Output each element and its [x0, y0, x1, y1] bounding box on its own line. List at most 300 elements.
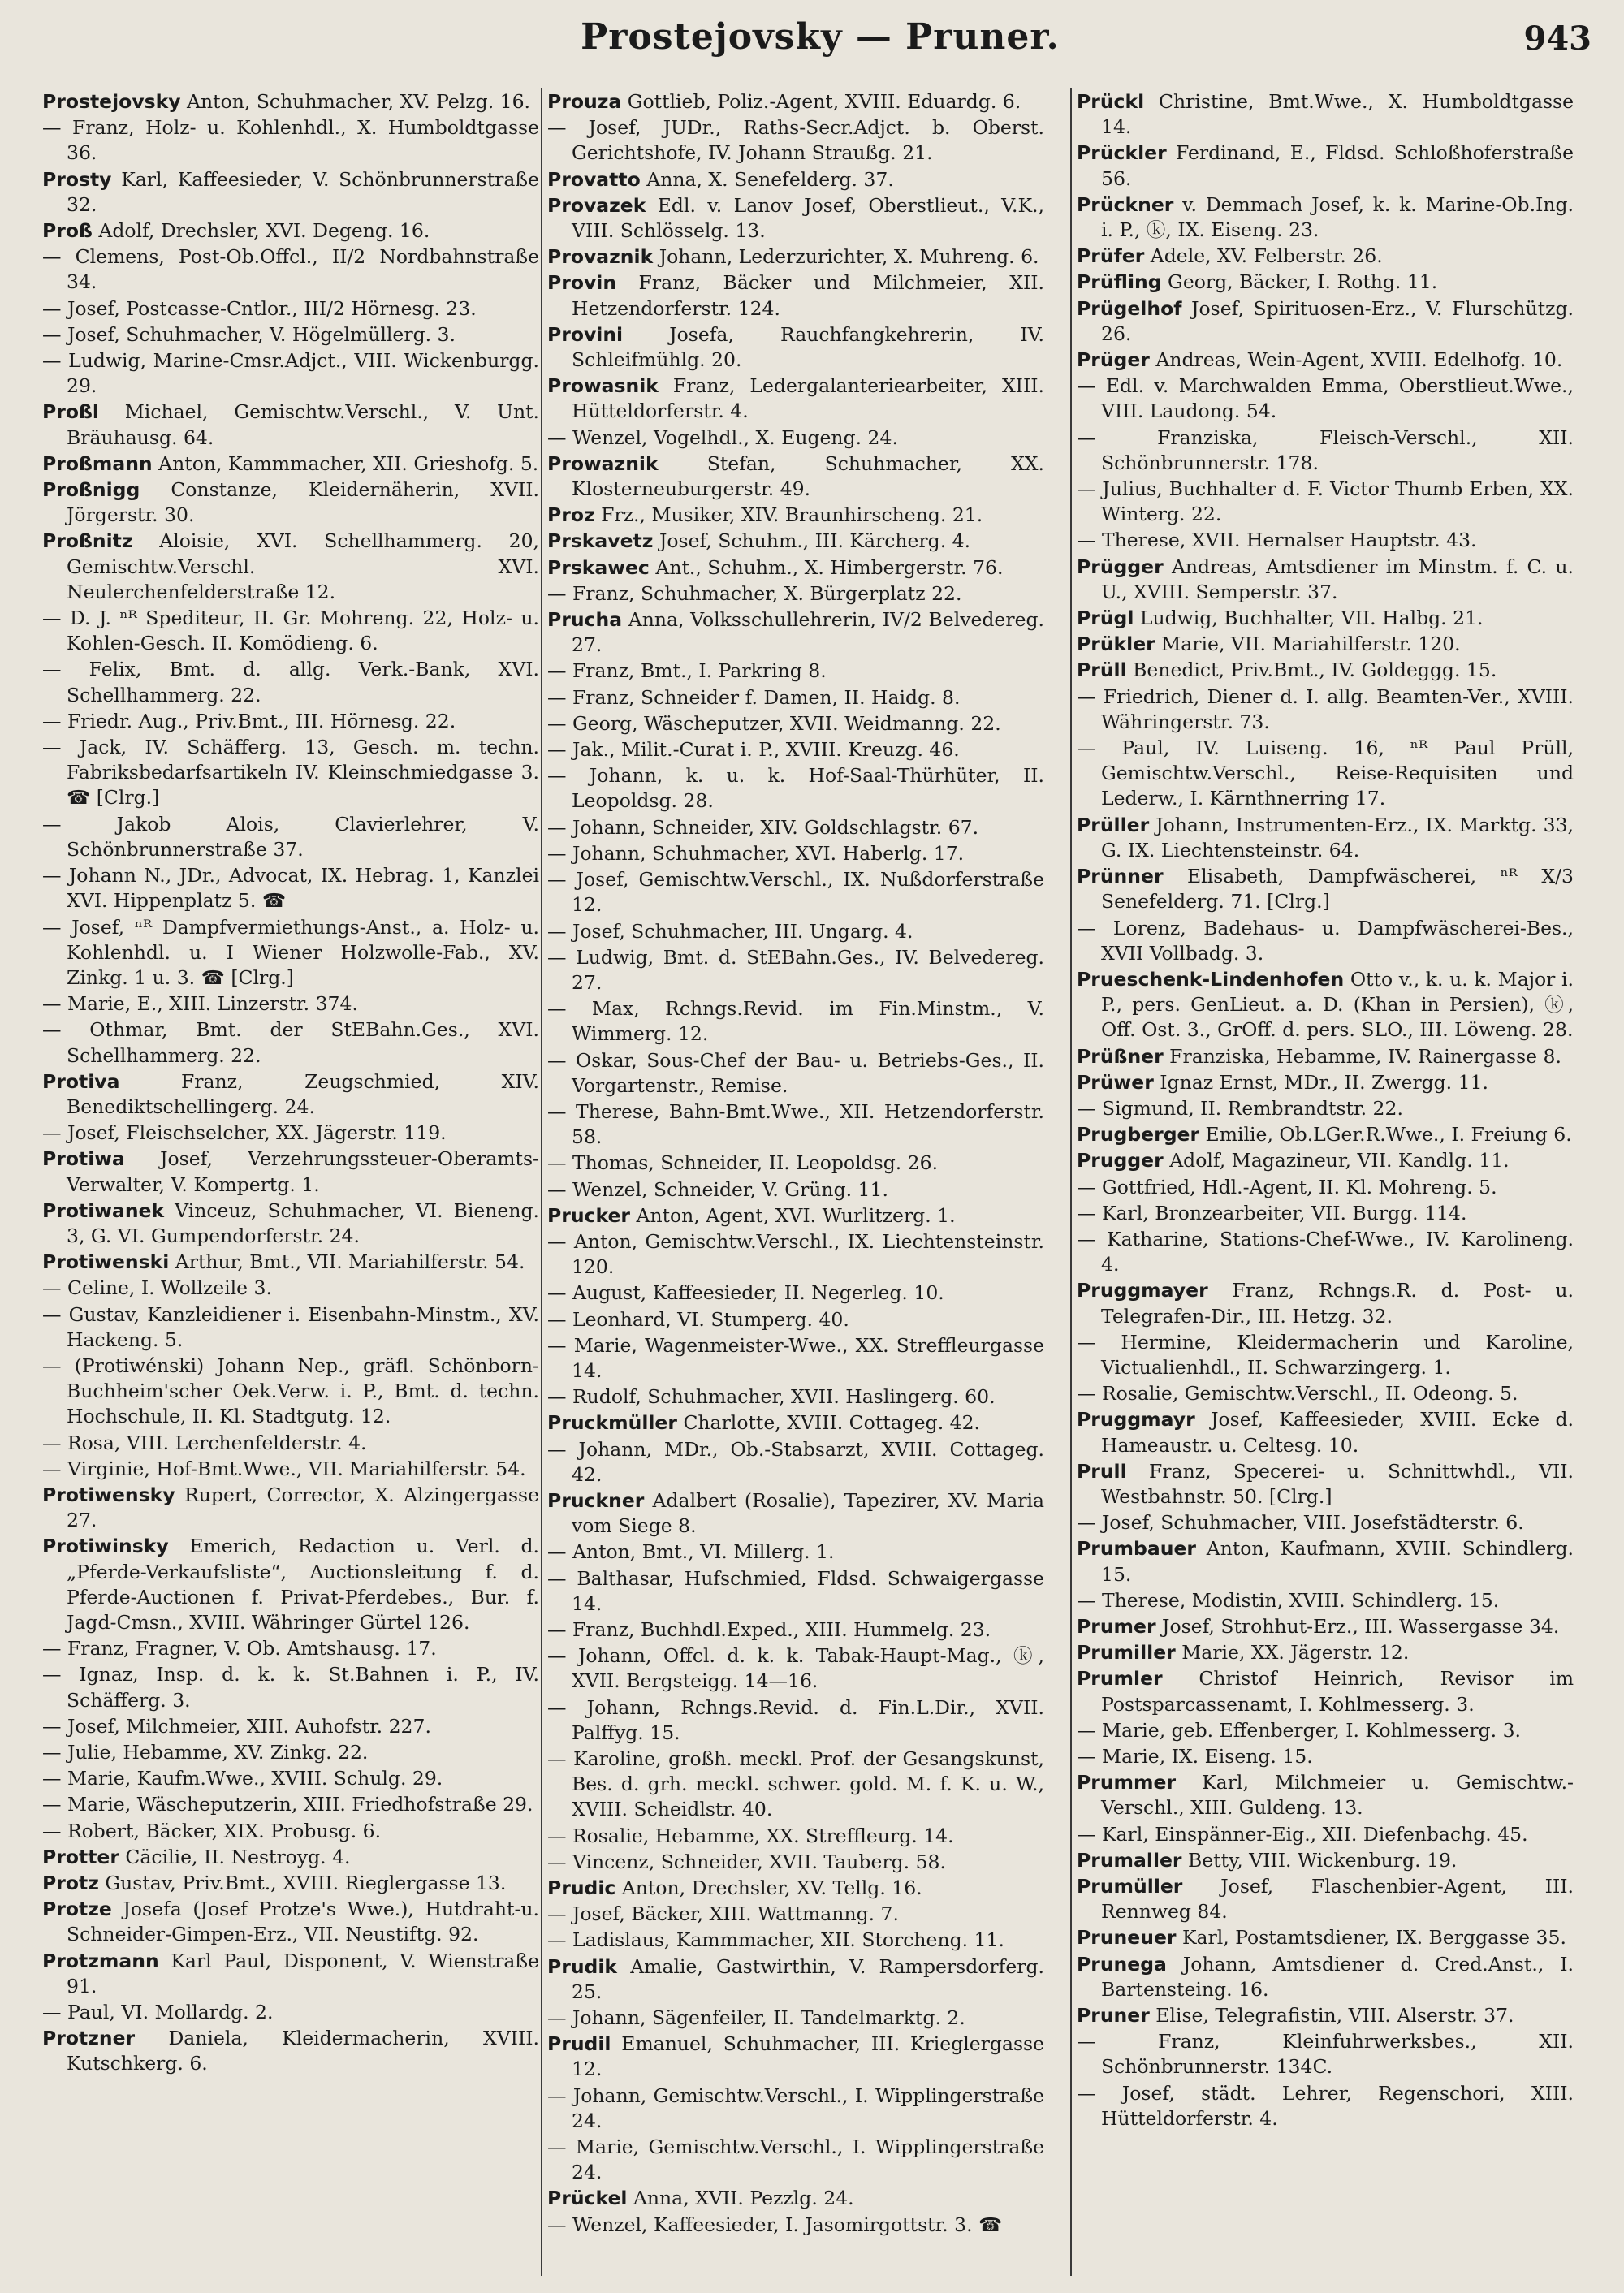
entry-surname: Pruneuer	[1077, 1926, 1177, 1950]
directory-entry	[42, 115, 539, 166]
entry-surname: Provaznik	[547, 245, 654, 269]
directory-entry	[547, 1695, 1044, 1746]
entry-details: Josef, Verzehrungssteuer-Oberamts-Verwalter, V. Kompertg. 1.	[67, 1147, 539, 1196]
entry-surname: Prüßner	[1077, 1044, 1164, 1068]
entry-details: — Franz, Schuhmacher, X. Bürgerplatz 22.	[547, 581, 962, 605]
directory-entry	[1077, 1770, 1574, 1820]
entry-surname: Prowaznik	[547, 451, 659, 475]
directory-entry	[1077, 425, 1574, 476]
entry-details: Karl, Kaffeesieder, V. Schönbrunnerstraße 32.	[67, 167, 539, 216]
entry-details: Christof Heinrich, Revisor im Postsparcassenamt, I. Kohlmesserg. 3.	[1101, 1667, 1574, 1716]
entry-details: — D. J. ⁿᴿ Spediteur, II. Gr. Mohreng. 22, Holz- u. Kohlen-Gesch. II. Komödieng. 6.	[42, 607, 539, 655]
entry-details: — Rosalie, Hebamme, XX. Streffleurg. 14.	[547, 1824, 954, 1847]
entry-details: — Franz, Schneider f. Damen, II. Haidg. 8.	[547, 685, 961, 709]
directory-entry	[1077, 296, 1574, 347]
entry-details: — Marie, Wagenmeister-Wwe., XX. Streffleurgasse 14.	[547, 1333, 1044, 1382]
directory-entry	[1077, 1952, 1574, 2002]
directory-entry	[42, 1146, 539, 1197]
directory-entry	[42, 1354, 539, 1430]
directory-entry	[547, 2186, 1044, 2211]
entry-details: Anton, Kaufmann, XVIII. Schindlerg. 15.	[1101, 1537, 1574, 1586]
entry-surname: Protzmann	[42, 1949, 159, 1972]
entry-details: — Balthasar, Hufschmied, Fldsd. Schwaigergasse 14.	[547, 1566, 1044, 1615]
directory-entry	[1077, 1874, 1574, 1924]
entry-details: — Oskar, Sous-Chef der Bau- u. Betriebs-Ges., II. Vorgartenstr., Remise.	[547, 1048, 1044, 1097]
entry-details: — Josef, Bäcker, XIII. Wattmanng. 7.	[547, 1902, 899, 1926]
entry-details: — Karl, Bronzearbeiter, VII. Burgg. 114.	[1077, 1201, 1467, 1224]
column-1	[42, 89, 539, 2274]
entry-details: Ferdinand, E., Fldsd. Schloßhoferstraße 56.	[1101, 141, 1574, 190]
directory-entry	[547, 555, 1044, 581]
directory-entry	[547, 737, 1044, 762]
directory-entry	[42, 399, 539, 450]
directory-entry	[547, 1203, 1044, 1229]
directory-entry	[1077, 89, 1574, 140]
directory-entry	[547, 2213, 1044, 2238]
entry-details: Anton, Agent, XVI. Wurlitzerg. 1.	[630, 1203, 956, 1227]
entry-details: — Vincenz, Schneider, XVII. Tauberg. 58.	[547, 1850, 946, 1873]
directory-entry	[42, 1792, 539, 1817]
entry-details: Christine, Bmt.Wwe., X. Humboldtgasse 14.	[1101, 90, 1574, 139]
entry-details: Adele, XV. Felberstr. 26.	[1144, 244, 1383, 268]
directory-entry	[547, 244, 1044, 270]
entry-surname: Prückl	[1077, 90, 1145, 113]
directory-entry	[547, 1747, 1044, 1823]
entry-details: Amalie, Gastwirthin, V. Rampersdorferg. 25.	[572, 1954, 1044, 2003]
entry-details: — Karoline, großh. meckl. Prof. der Gesangskunst, Bes. d. grh. meckl. schwer. gold. M. f. K. u. W., XVIII. Scheidlstr. 40.	[547, 1747, 1044, 1821]
entry-details: — Virginie, Hof-Bmt.Wwe., VII. Mariahilferstr. 54.	[42, 1457, 526, 1480]
entry-surname: Prumbauer	[1077, 1537, 1196, 1561]
directory-entry	[42, 322, 539, 348]
entry-details: — Clemens, Post-Ob.Offcl., II/2 Nordbahnstraße 34.	[42, 245, 539, 294]
entry-details: — Therese, XVII. Hernalser Hauptstr. 43.	[1077, 529, 1477, 552]
directory-entry	[42, 1069, 539, 1120]
entry-details: Franz, Bäcker und Milchmeier, XII. Hetzendorferstr. 124.	[572, 271, 1044, 320]
directory-entry	[42, 1819, 539, 1844]
entry-details: — August, Kaffeesieder, II. Negerleg. 10.	[547, 1281, 944, 1305]
directory-entry	[1077, 140, 1574, 191]
entry-details: Josef, Kaffeesieder, XVIII. Ecke d. Hameaustr. u. Celtesg. 10.	[1101, 1408, 1574, 1457]
column-2	[547, 89, 1044, 2274]
directory-entry	[547, 115, 1044, 166]
entry-details: Aloisie, XVI. Schellhammerg. 20, Gemischtw.Verschl. XVI. Neulerchenfelderstraße 12.	[67, 529, 539, 603]
directory-entry	[1077, 1122, 1574, 1147]
directory-entry	[1077, 1148, 1574, 1173]
entry-details: Michael, Gemischtw.Verschl., V. Unt. Bräuhausg. 64.	[67, 400, 539, 449]
entry-details: — Felix, Bmt. d. allg. Verk.-Bank, XVI. Schellhammerg. 22.	[42, 658, 539, 706]
entry-details: — Franz, Fragner, V. Ob. Amtshausg. 17.	[42, 1637, 437, 1660]
directory-entry	[1077, 374, 1574, 424]
directory-entry	[1077, 477, 1574, 527]
page-header	[49, 15, 1592, 80]
entry-surname: Pruckner	[547, 1488, 645, 1512]
directory-entry	[547, 89, 1044, 114]
entry-details: — Wenzel, Schneider, V. Grüng. 11.	[547, 1177, 888, 1201]
entry-surname: Prugberger	[1077, 1123, 1200, 1146]
entry-details: Anna, XVII. Pezzlg. 24.	[627, 2187, 854, 2210]
entry-surname: Provatto	[547, 167, 641, 191]
directory-entry	[1077, 1614, 1574, 1639]
directory-entry	[42, 89, 539, 114]
entry-details: — Marie, IX. Eiseng. 15.	[1077, 1745, 1313, 1768]
directory-entry	[547, 1048, 1044, 1099]
entry-details: — Leonhard, VI. Stumperg. 40.	[547, 1307, 849, 1331]
directory-entry	[547, 815, 1044, 840]
entry-surname: Prowasnik	[547, 374, 659, 398]
entry-details: — Therese, Modistin, XVIII. Schindlerg. 15.	[1077, 1588, 1500, 1612]
entry-details: — Friedrich, Diener d. I. allg. Beamten-Ver., XVIII. Währingerstr. 73.	[1077, 684, 1574, 733]
entry-surname: Prüfer	[1077, 244, 1145, 268]
entry-details: Josef, Strohhut-Erz., III. Wassergasse 34.	[1155, 1614, 1560, 1638]
directory-entry	[42, 1250, 539, 1275]
page-number: 943	[1523, 19, 1592, 58]
entry-details: — Josef, Schuhmacher, III. Ungarg. 4.	[547, 919, 914, 943]
entry-surname: Protiwa	[42, 1147, 125, 1171]
directory-entry	[42, 991, 539, 1017]
entry-details: Cäcilie, II. Nestroyg. 4.	[119, 1845, 351, 1868]
entry-details: — Franz, Holz- u. Kohlenhdl., X. Humboldtgasse 36.	[42, 116, 539, 165]
directory-entry	[42, 657, 539, 707]
directory-entry	[42, 606, 539, 656]
entry-surname: Proß	[42, 219, 93, 243]
entry-details: — Gustav, Kanzleidiener i. Eisenbahn-Minstm., XV. Hackeng. 5.	[42, 1302, 539, 1351]
directory-entry	[547, 1410, 1044, 1436]
entry-details: — Ladislaus, Kammmacher, XII. Storcheng. 11.	[547, 1928, 1004, 1952]
directory-entry	[547, 1307, 1044, 1332]
entry-surname: Prugger	[1077, 1149, 1164, 1172]
directory-entry	[42, 1431, 539, 1456]
entry-surname: Prügelhof	[1077, 296, 1182, 320]
directory-entry	[42, 1636, 539, 1661]
entry-surname: Protzner	[42, 2027, 136, 2050]
entry-details: Franz, Specerei- u. Schnittwhdl., VII. Westbahnstr. 50. [Clrg.]	[1101, 1459, 1574, 1508]
entry-details: — Josef, Schuhmacher, VIII. Josefstädterstr. 6.	[1077, 1511, 1524, 1535]
directory-entry	[42, 709, 539, 734]
entry-details: Adolf, Drechsler, XVI. Degeng. 16.	[92, 219, 430, 243]
directory-entry	[1077, 1175, 1574, 1200]
entry-details: Emanuel, Schuhmacher, III. Krieglergasse 12.	[572, 2032, 1044, 2081]
entry-surname: Prünner	[1077, 865, 1164, 888]
entry-details: Johann, Instrumenten-Erz., IX. Marktg. 33, G. IX. Liechtensteinstr. 64.	[1101, 813, 1574, 861]
entry-details: — Karl, Einspänner-Eig., XII. Diefenbachg. 45.	[1077, 1822, 1528, 1846]
entry-surname: Prucker	[547, 1203, 630, 1227]
entry-surname: Prüller	[1077, 813, 1150, 836]
directory-entry	[1077, 1925, 1574, 1950]
entry-surname: Prückler	[1077, 141, 1167, 165]
entry-details: — Jakob Alois, Clavierlehrer, V. Schönbrunnerstraße 37.	[42, 812, 539, 861]
entry-details: — Othmar, Bmt. der StEBahn.Ges., XVI. Schellhammerg. 22.	[42, 1018, 539, 1067]
entry-surname: Prucha	[547, 608, 623, 632]
directory-entry	[547, 1333, 1044, 1384]
directory-entry	[1077, 2003, 1574, 2028]
directory-entry	[547, 1099, 1044, 1150]
entry-details: Anton, Drechsler, XV. Tellg. 16.	[615, 1876, 922, 1900]
directory-entry	[547, 2006, 1044, 2031]
entry-details: Ant., Schuhm., X. Himbergerstr. 76.	[649, 555, 1004, 579]
entry-surname: Prüwer	[1077, 1070, 1154, 1094]
entry-details: — Rosalie, Gemischtw.Verschl., II. Odeong. 5.	[1077, 1382, 1518, 1406]
directory-entry	[547, 322, 1044, 373]
directory-entry	[1077, 2029, 1574, 2079]
entry-details: — Josef, Fleischselcher, XX. Jägerstr. 119.	[42, 1121, 447, 1145]
entry-details: — Paul, IV. Luiseng. 16, ⁿᴿ Paul Prüll, Gemischtw.Verschl., Reise-Requisiten und Lederw., I. Kärnthnerring 17.	[1077, 736, 1574, 810]
entry-surname: Prükler	[1077, 633, 1155, 656]
entry-details: — Thomas, Schneider, II. Leopoldsg. 26.	[547, 1151, 939, 1175]
column-divider	[1070, 88, 1072, 2276]
directory-entry	[42, 167, 539, 218]
directory-entry	[547, 1876, 1044, 1901]
directory-entry	[1077, 1640, 1574, 1665]
directory-entry	[42, 1897, 539, 1947]
entry-details: — Josef, städt. Lehrer, Regenschori, XIII. Hütteldorferstr. 4.	[1077, 2081, 1574, 2130]
directory-entry	[42, 244, 539, 295]
entry-details: Rupert, Corrector, X. Alzingergasse 27.	[67, 1483, 539, 1532]
entry-details: Arthur, Bmt., VII. Mariahilferstr. 54.	[169, 1250, 525, 1274]
directory-entry	[1077, 192, 1574, 243]
directory-entry	[1077, 1381, 1574, 1406]
entry-details: — Therese, Bahn-Bmt.Wwe., XII. Hetzendorferstr. 58.	[547, 1099, 1044, 1149]
entry-details: — Sigmund, II. Rembrandtstr. 22.	[1077, 1096, 1403, 1120]
entry-surname: Pruggmayr	[1077, 1408, 1195, 1432]
entry-details: — Ludwig, Marine-Cmsr.Adjct., VIII. Wickenburgg. 29.	[42, 349, 539, 398]
directory-entry	[1077, 1044, 1574, 1069]
entry-details: — Josef, Gemischtw.Verschl., IX. Nußdorferstraße 12.	[547, 868, 1044, 917]
entry-details: — Josef, ⁿᴿ Dampfvermiethungs-Anst., a. Holz- u. Kohlenhdl. u. I Wiener Holzwolle-Fab., XV. Zinkg. 1 u. 3. ☎ [Clrg.]	[42, 915, 539, 989]
entry-surname: Prostejovsky	[42, 90, 181, 113]
entry-details: Josef, Flaschenbier-Agent, III. Rennweg 84.	[1101, 1875, 1574, 1924]
entry-details: — Josef, Schuhmacher, V. Högelmüllerg. 3.	[42, 322, 456, 346]
directory-entry	[547, 1384, 1044, 1410]
entry-details: Karl, Postamtsdiener, IX. Berggasse 35.	[1176, 1926, 1566, 1950]
entry-surname: Protiwinsky	[42, 1535, 169, 1558]
entry-surname: Prüger	[1077, 348, 1150, 372]
entry-surname: Proßnigg	[42, 478, 140, 502]
directory-entry	[42, 296, 539, 322]
entry-surname: Pruner	[1077, 2004, 1150, 2027]
entry-surname: Proßnitz	[42, 529, 133, 553]
entry-details: — Johann N., JDr., Advocat, IX. Hebrag. 1, Kanzlei XVI. Hippenplatz 5. ☎	[42, 864, 539, 913]
directory-entry	[1077, 684, 1574, 735]
entry-details: — Anton, Bmt., VI. Millerg. 1.	[547, 1540, 835, 1564]
directory-entry	[547, 919, 1044, 944]
directory-entry	[42, 1276, 539, 1301]
directory-entry	[1077, 1227, 1574, 1277]
directory-entry	[1077, 528, 1574, 553]
directory-entry	[1077, 632, 1574, 657]
entry-details: — Hermine, Kleidermacherin und Karoline, Victualienhdl., II. Schwarzingerg. 1.	[1077, 1330, 1574, 1379]
entry-surname: Prouza	[547, 90, 622, 113]
entry-surname: Prückner	[1077, 192, 1174, 216]
directory-entry	[547, 193, 1044, 244]
directory-entry	[547, 581, 1044, 607]
entry-details: Adalbert (Rosalie), Tapezirer, XV. Maria vom Siege 8.	[572, 1488, 1044, 1538]
directory-entry	[1077, 813, 1574, 863]
entry-surname: Provini	[547, 322, 624, 346]
entry-details: — (Protiwénski) Johann Nep., gräfl. Schönborn-Buchheim'scher Oek.Verw. i. P., Bmt. d. techn. Hochschule, II. Kl. Stadtgutg. 12.	[42, 1354, 539, 1428]
directory-entry	[1077, 1201, 1574, 1226]
entry-surname: Prumaller	[1077, 1848, 1182, 1872]
entry-details: Franziska, Hebamme, IV. Rainergasse 8.	[1163, 1044, 1561, 1068]
directory-entry	[1077, 1588, 1574, 1613]
directory-entry	[42, 477, 539, 528]
directory-entry	[547, 1229, 1044, 1280]
directory-entry	[42, 2026, 539, 2076]
directory-entry	[547, 763, 1044, 814]
entry-details: Ludwig, Buchhalter, VII. Halbg. 21.	[1134, 607, 1484, 630]
entry-surname: Proßmann	[42, 451, 153, 475]
entry-details: — Robert, Bäcker, XIX. Probusg. 6.	[42, 1819, 382, 1842]
directory-entry	[547, 503, 1044, 528]
entry-details: — Jak., Milit.-Curat i. P., XVIII. Kreuzg. 46.	[547, 738, 960, 762]
entry-details: Josefa, Rauchfangkehrerin, IV. Schleifmühlg. 20.	[572, 322, 1044, 372]
entry-details: Benedict, Priv.Bmt., IV. Goldeggg. 15.	[1126, 659, 1497, 682]
entry-details: Karl, Milchmeier u. Gemischtw.-Verschl., XIII. Guldeng. 13.	[1101, 1771, 1574, 1820]
entry-details: — Johann, Sägenfeiler, II. Tandelmarktg. 2.	[547, 2006, 965, 2030]
entry-details: — Franz, Bmt., I. Parkring 8.	[547, 659, 827, 683]
entry-surname: Prüll	[1077, 659, 1127, 682]
entry-surname: Protze	[42, 1898, 112, 1921]
entry-details: Edl. v. Lanov Josef, Oberstlieut., V.K., VIII. Schlösselg. 13.	[572, 193, 1044, 243]
entry-details: — Marie, Wäscheputzerin, XIII. Friedhofstraße 29.	[42, 1793, 533, 1816]
directory-entry	[547, 1902, 1044, 1927]
directory-entry	[547, 270, 1044, 321]
directory-entry	[547, 996, 1044, 1047]
entry-surname: Prügl	[1077, 607, 1134, 630]
entry-details: — Paul, VI. Mollardg. 2.	[42, 2001, 274, 2024]
entry-details: Franz, Ledergalanteriearbeiter, XIII. Hütteldorferstr. 4.	[572, 374, 1044, 423]
entry-surname: Protiva	[42, 1069, 120, 1093]
entry-details: Adolf, Magazineur, VII. Kandlg. 11.	[1163, 1149, 1510, 1172]
entry-details: — Celine, I. Wollzeile 3.	[42, 1276, 272, 1300]
directory-entry	[1077, 967, 1574, 1043]
entry-details: — Georg, Wäscheputzer, XVII. Weidmanng. 22.	[547, 711, 1001, 735]
entry-details: Gustav, Priv.Bmt., XVIII. Rieglergasse 13.	[98, 1872, 507, 1895]
entry-details: — Johann, Rchngs.Revid. d. Fin.L.Dir., XVII. Palffyg. 15.	[547, 1695, 1044, 1744]
directory-entry	[1077, 348, 1574, 373]
entry-details: — Marie, E., XIII. Linzerstr. 374.	[42, 992, 358, 1016]
directory-entry	[1077, 736, 1574, 812]
directory-entry	[1077, 1459, 1574, 1509]
directory-entry	[547, 1566, 1044, 1617]
directory-entry	[547, 451, 1044, 502]
entry-details: — Marie, Kaufm.Wwe., XVIII. Schulg. 29.	[42, 1767, 443, 1790]
directory-entry	[547, 2032, 1044, 2082]
entry-details: Emilie, Ob.LGer.R.Wwe., I. Freiung 6.	[1199, 1123, 1572, 1146]
entry-details: Franz, Zeugschmied, XIV. Benediktschellingerg. 24.	[67, 1069, 539, 1118]
directory-entry	[547, 1850, 1044, 1875]
entry-details: Gottlieb, Poliz.-Agent, XVIII. Eduardg. 6.	[621, 90, 1021, 113]
directory-entry	[42, 1121, 539, 1146]
directory-entry	[42, 1714, 539, 1739]
directory-entry	[42, 1845, 539, 1870]
directory-entry	[547, 374, 1044, 424]
entry-surname: Prskawec	[547, 555, 650, 579]
entry-details: — Johann, Schneider, XIV. Goldschlagstr. 67.	[547, 815, 979, 839]
column-divider	[541, 88, 542, 2276]
entry-details: Johann, Amtsdiener d. Cred.Anst., I. Bartensteing. 16.	[1101, 1952, 1574, 2001]
entry-details: — Johann, Schuhmacher, XVI. Haberlg. 17.	[547, 841, 965, 865]
entry-details: — Johann, Offcl. d. k. k. Tabak-Haupt-Mag., ⓚ, XVII. Bergsteigg. 14—16.	[547, 1644, 1044, 1693]
entry-details: — Franz, Buchhdl.Exped., XIII. Hummelg. 23.	[547, 1617, 991, 1641]
entry-surname: Prunega	[1077, 1952, 1167, 1976]
directory-entry	[1077, 555, 1574, 605]
directory-entry	[1077, 606, 1574, 631]
directory-entry	[1077, 916, 1574, 966]
entry-details: — Ludwig, Bmt. d. StEBahn.Ges., IV. Belvedereg. 27.	[547, 945, 1044, 994]
entry-details: Stefan, Schuhmacher, XX. Klosterneuburgerstr. 49.	[572, 451, 1044, 501]
directory-entry	[547, 607, 1044, 658]
entry-surname: Protter	[42, 1845, 119, 1868]
entry-surname: Prudil	[547, 2032, 611, 2056]
entry-details: — Jack, IV. Schäfferg. 13, Gesch. m. techn. Fabriksbedarfsartikeln IV. Kleinschmiedgasse 3. ☎ [Clrg.]	[42, 736, 539, 810]
entry-surname: Prüfling	[1077, 270, 1162, 294]
directory-entry	[1077, 1666, 1574, 1717]
entry-details: — Lorenz, Badehaus- u. Dampfwäscherei-Bes., XVII Vollbadg. 3.	[1077, 916, 1574, 965]
directory-entry	[547, 1617, 1044, 1643]
directory-entry	[547, 2084, 1044, 2134]
directory-entry	[547, 425, 1044, 451]
entry-details: Anton, Kammmacher, XII. Grieshofg. 5.	[152, 451, 539, 475]
entry-details: Daniela, Kleidermacherin, XVIII. Kutschkerg. 6.	[67, 2027, 539, 2075]
directory-entry	[547, 529, 1044, 554]
entry-surname: Prügger	[1077, 555, 1164, 578]
entry-surname: Provin	[547, 271, 617, 295]
entry-details: — Johann, Gemischtw.Verschl., I. Wipplingerstraße 24.	[547, 2084, 1044, 2132]
entry-details: Anton, Schuhmacher, XV. Pelzg. 16.	[180, 90, 531, 113]
directory-entry	[42, 863, 539, 913]
directory-entry	[547, 2135, 1044, 2185]
directory-entry	[42, 915, 539, 991]
entry-details: — Max, Rchngs.Revid. im Fin.Minstm., V. Wimmerg. 12.	[547, 997, 1044, 1046]
entry-details: Frz., Musiker, XIV. Braunhirscheng. 21.	[594, 503, 983, 527]
entry-details: — Johann, k. u. k. Hof-Saal-Thürhüter, II. Leopoldsg. 28.	[547, 764, 1044, 813]
directory-entry	[547, 1928, 1044, 1953]
entry-details: — Edl. v. Marchwalden Emma, Oberstlieut.Wwe., VIII. Laudong. 54.	[1077, 374, 1574, 423]
directory-entry	[42, 1766, 539, 1791]
entry-details: — Wenzel, Kaffeesieder, I. Jasomirgottstr. 3. ☎	[547, 2213, 1003, 2236]
entry-surname: Pruckmüller	[547, 1411, 677, 1435]
entry-details: Franz, Rchngs.R. d. Post- u. Telegrafen-Dir., III. Hetzg. 32.	[1101, 1279, 1574, 1328]
directory-entry	[547, 1954, 1044, 2005]
entry-details: — Marie, Gemischtw.Verschl., I. Wipplingerstraße 24.	[547, 2135, 1044, 2184]
directory-entry	[42, 348, 539, 399]
entry-details: v. Demmach Josef, k. k. Marine-Ob.Ing. i. P., ⓚ, IX. Eiseng. 23.	[1101, 192, 1574, 242]
entry-surname: Prummer	[1077, 1771, 1177, 1794]
directory-entry	[547, 1177, 1044, 1203]
page-title: Prostejovsky — Pruner.	[581, 16, 1060, 58]
entry-details: Ignaz Ernst, MDr., II. Zwergg. 11.	[1153, 1070, 1488, 1094]
directory-entry	[547, 1539, 1044, 1565]
directory-entry	[42, 451, 539, 477]
entry-details: Andreas, Wein-Agent, XVIII. Edelhofg. 10.	[1149, 348, 1563, 372]
directory-entry	[42, 1740, 539, 1765]
directory-entry	[42, 1457, 539, 1482]
entry-details: Charlotte, XVIII. Cottageg. 42.	[676, 1411, 981, 1435]
directory-entry	[42, 1871, 539, 1896]
entry-details: — Josef, Postcasse-Cntlor., III/2 Hörnesg. 23.	[42, 296, 477, 320]
entry-details: Emerich, Redaction u. Verl. d. „Pferde-Verkaufsliste“, Auctionsleitung f. d. Pferde-Auctionen f. Privat-Pferdebes., Bur. f. Jagd-Cmsn., XVIII. Währinger Gürtel 126.	[67, 1535, 539, 1634]
directory-entry	[42, 1017, 539, 1068]
entry-surname: Pruggmayer	[1077, 1279, 1208, 1302]
directory-entry	[42, 1198, 539, 1249]
entry-details: Karl Paul, Disponent, V. Wienstraße 91.	[67, 1949, 539, 1997]
directory-entry	[1077, 1070, 1574, 1095]
directory-entry	[547, 867, 1044, 918]
entry-surname: Prumer	[1077, 1614, 1156, 1638]
directory-entry	[1077, 1744, 1574, 1769]
entry-details: — Franziska, Fleisch-Verschl., XII. Schönbrunnerstr. 178.	[1077, 425, 1574, 474]
entry-surname: Prueschenk-Lindenhofen	[1077, 967, 1345, 991]
